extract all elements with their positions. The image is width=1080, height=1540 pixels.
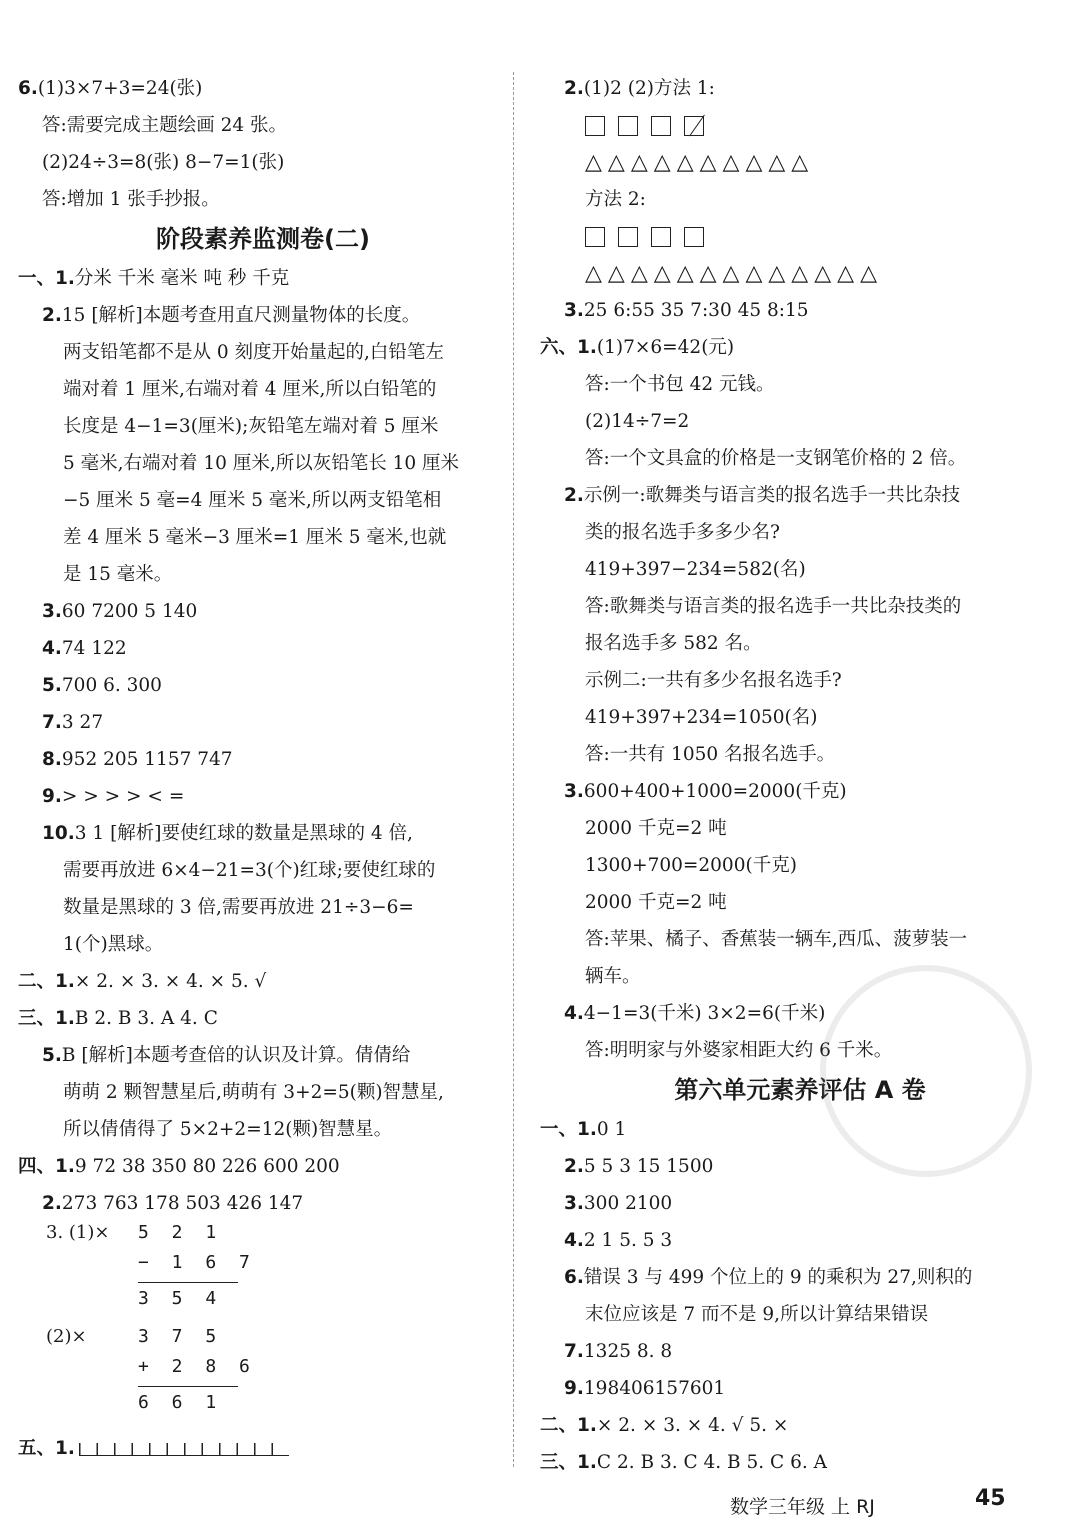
answer-text: 273 763 178 503 426 147 <box>61 1193 304 1214</box>
answer-line <box>18 1148 508 1185</box>
calc-label: (2)× <box>46 1326 87 1347</box>
answer-text: (1)3×7+3=24(张) <box>37 78 203 99</box>
answer-line <box>540 477 1060 514</box>
answer-text: 3 1 [解析]要使红球的数量是黑球的 4 倍, <box>74 823 413 844</box>
question-number: 3. <box>564 300 584 321</box>
question-number: 三、1. <box>540 1452 597 1473</box>
question-number: 四、1. <box>18 1156 75 1177</box>
answer-text: 末位应该是 7 而不是 9,所以计算结果错误 <box>585 1304 929 1325</box>
answer-text: 需要再放进 6×4−21=3(个)红球;要使红球的 <box>63 860 436 881</box>
triangle-shape: △ <box>699 150 717 175</box>
answer-text: (1)7×6=42(元) <box>596 337 735 358</box>
answer-text: (2)14÷7=2 <box>585 411 690 432</box>
answer-line <box>18 181 508 218</box>
triangle-shape: △ <box>607 261 625 286</box>
calc-row: + 2 8 6 <box>138 1356 256 1377</box>
question-number: 9. <box>564 1378 584 1399</box>
answer-text: 两支铅笔都不是从 0 刻度开始量起的,白铅笔左 <box>63 342 444 363</box>
answer-line <box>18 889 508 926</box>
answer-line <box>540 1407 1060 1444</box>
triangle-shape: △ <box>585 150 602 175</box>
square-shape <box>651 227 671 247</box>
question-number: 二、1. <box>540 1415 597 1436</box>
question-number: 8. <box>42 749 62 770</box>
answer-line <box>18 1000 508 1037</box>
answer-line <box>540 366 1060 403</box>
square-row <box>540 218 1060 255</box>
question-number: 2. <box>564 78 584 99</box>
calc-row: 3 7 5 <box>138 1326 223 1347</box>
question-number: 7. <box>42 712 62 733</box>
triangle-shape: △ <box>676 261 694 286</box>
answer-line <box>18 519 508 556</box>
question-number: 一、1. <box>18 268 75 289</box>
answer-line <box>18 926 508 963</box>
square-shape <box>651 116 671 136</box>
question-number: 六、1. <box>540 337 597 358</box>
answer-text: 所以倩倩得了 5×2+2=12(颗)智慧星。 <box>63 1119 393 1140</box>
triangle-shape: △ <box>699 261 717 286</box>
answer-line <box>18 741 508 778</box>
question-number: 二、1. <box>18 971 75 992</box>
answer-text: 600+400+1000=2000(千克) <box>583 781 847 802</box>
answer-line <box>18 1185 508 1222</box>
answer-text: 198406157601 <box>583 1378 726 1399</box>
answer-line <box>18 297 508 334</box>
answer-line <box>540 1444 1060 1481</box>
ruler-drawing <box>79 1443 289 1456</box>
answer-line <box>540 810 1060 847</box>
answer-text: 5 毫米,右端对着 10 厘米,所以灰铅笔长 10 厘米 <box>63 453 460 474</box>
answer-text: 2000 千克=2 吨 <box>585 892 727 913</box>
answer-line <box>540 70 1060 107</box>
triangle-shape: △ <box>791 150 809 175</box>
answer-line <box>18 445 508 482</box>
answer-line <box>540 884 1060 921</box>
question-number: 4. <box>42 638 62 659</box>
question-number: 3. <box>564 1193 584 1214</box>
answer-text: 25 6:55 35 7:30 45 8:15 <box>583 300 809 321</box>
vertical-calculation <box>18 1326 508 1430</box>
answer-text: 答:歌舞类与语言类的报名选手一共比杂技类的 <box>585 596 962 617</box>
calc-row: 5 2 1 <box>138 1222 223 1243</box>
answer-text: 1(个)黑球。 <box>63 934 164 955</box>
square-shape <box>618 116 638 136</box>
answer-text: 700 6. 300 <box>61 675 162 696</box>
square-shape <box>585 227 605 247</box>
answer-line <box>540 588 1060 625</box>
triangle-shape: △ <box>745 150 763 175</box>
triangle-shape: △ <box>768 150 786 175</box>
answer-text: 4−1=3(千米) 3×2=6(千米) <box>583 1003 826 1024</box>
triangle-shape: △ <box>837 261 855 286</box>
question-number: 5. <box>42 675 62 696</box>
answer-text: 1300+700=2000(千克) <box>585 855 797 876</box>
calc-underline <box>138 1282 238 1283</box>
answer-line <box>18 630 508 667</box>
triangle-shape: △ <box>630 150 648 175</box>
answer-line <box>540 847 1060 884</box>
answer-text: 2000 千克=2 吨 <box>585 818 727 839</box>
question-number: 2. <box>42 305 62 326</box>
answer-line <box>540 1333 1060 1370</box>
question-number: 9. <box>42 786 62 807</box>
answer-text: 300 2100 <box>583 1193 673 1214</box>
question-number: 2. <box>42 1193 62 1214</box>
answer-text: 答:一个文具盒的价格是一支钢笔价格的 2 倍。 <box>585 448 967 469</box>
answer-text: 答:苹果、橘子、香蕉装一辆车,西瓜、菠萝装一 <box>585 929 968 950</box>
answer-line <box>18 556 508 593</box>
answer-text: 15 [解析]本题考查用直尺测量物体的长度。 <box>61 305 421 326</box>
answer-text: 0 1 <box>596 1119 627 1140</box>
square-row <box>540 107 1060 144</box>
answer-text: 差 4 厘米 5 毫米−3 厘米=1 厘米 5 毫米,也就 <box>63 527 447 548</box>
answer-text: (2)24÷3=8(张) 8−7=1(张) <box>42 152 285 173</box>
right-column <box>540 70 1060 1481</box>
triangle-shape: △ <box>653 261 671 286</box>
answer-line <box>540 773 1060 810</box>
answer-text: 报名选手多 582 名。 <box>585 633 762 654</box>
answer-text: −5 厘米 5 毫=4 厘米 5 毫米,所以两支铅笔相 <box>63 490 442 511</box>
calc-row: − 1 6 7 <box>138 1252 256 1273</box>
triangle-shape: △ <box>860 261 877 286</box>
answer-text: 示例一:歌舞类与语言类的报名选手一共比杂技 <box>583 485 961 506</box>
triangle-shape: △ <box>676 150 694 175</box>
answer-text: 419+397−234=582(名) <box>585 559 806 580</box>
question-number: 三、1. <box>18 1008 75 1029</box>
answer-text: 答:一共有 1050 名报名选手。 <box>585 744 836 765</box>
answer-line <box>540 1259 1060 1296</box>
answer-line <box>18 1074 508 1111</box>
answer-line <box>540 329 1060 366</box>
question-number: 4. <box>564 1230 584 1251</box>
answer-text: 答:明明家与外婆家相距大约 6 千米。 <box>585 1040 893 1061</box>
answer-text: 1325 8. 8 <box>583 1341 673 1362</box>
calc-row: 6 6 1 <box>138 1392 223 1413</box>
answer-line <box>18 852 508 889</box>
answer-line <box>18 334 508 371</box>
left-column <box>18 70 508 1467</box>
triangle-row <box>540 255 1060 292</box>
answer-line <box>540 1185 1060 1222</box>
answer-line <box>540 736 1060 773</box>
answer-line <box>18 593 508 630</box>
triangle-shape: △ <box>791 261 809 286</box>
calc-label: 3. (1)× <box>46 1222 110 1243</box>
question-number: 7. <box>564 1341 584 1362</box>
answer-line <box>18 107 508 144</box>
answer-line <box>18 963 508 1000</box>
answer-text: > > > > < = <box>61 786 185 807</box>
answer-text: 5 5 3 15 1500 <box>583 1156 714 1177</box>
triangle-shape: △ <box>814 261 832 286</box>
calc-row: 3 5 4 <box>138 1288 223 1309</box>
triangle-shape: △ <box>630 261 648 286</box>
answer-line <box>540 662 1060 699</box>
triangle-shape: △ <box>722 150 740 175</box>
question-number: 4. <box>564 1003 584 1024</box>
square-shape <box>684 116 704 136</box>
answer-line <box>540 440 1060 477</box>
column-divider <box>513 72 514 1467</box>
answer-text: 9 72 38 350 80 226 600 200 <box>74 1156 340 1177</box>
question-number: 3. <box>564 781 584 802</box>
answer-line <box>18 408 508 445</box>
answer-text: B 2. B 3. A 4. C <box>74 1008 218 1029</box>
watermark-seal <box>820 965 1032 1177</box>
answer-line <box>18 260 508 297</box>
answer-line <box>18 1111 508 1148</box>
answer-text: 阶段素养监测卷(二) <box>156 225 370 253</box>
question-number: 6. <box>564 1267 584 1288</box>
answer-text: 60 7200 5 140 <box>61 601 198 622</box>
answer-text: (1)2 (2)方法 1: <box>583 78 715 99</box>
answer-text: 3 27 <box>61 712 104 733</box>
square-shape <box>684 227 704 247</box>
triangle-shape: △ <box>768 261 786 286</box>
square-shape <box>585 116 605 136</box>
question-number: 2. <box>564 485 584 506</box>
answer-line <box>540 1222 1060 1259</box>
vertical-calculation <box>18 1222 508 1326</box>
ruler-answer <box>18 1430 508 1467</box>
answer-line <box>540 514 1060 551</box>
answer-text: 类的报名选手多多少名? <box>585 522 780 543</box>
answer-text: 952 205 1157 747 <box>61 749 233 770</box>
answer-line <box>540 403 1060 440</box>
footer-subject: 数学三年级 上 RJ <box>730 1496 875 1518</box>
answer-line <box>18 70 508 107</box>
answer-text: 分米 千米 毫米 吨 秒 千克 <box>74 268 290 289</box>
method-label: 方法 2: <box>585 189 646 210</box>
answer-text: 419+397+234=1050(名) <box>585 707 818 728</box>
answer-line <box>540 1370 1060 1407</box>
answer-line <box>540 921 1060 958</box>
answer-text: 端对着 1 厘米,右端对着 4 厘米,所以白铅笔的 <box>63 379 437 400</box>
question-number: 一、1. <box>540 1119 597 1140</box>
answer-line <box>18 704 508 741</box>
answer-text: 错误 3 与 499 个位上的 9 的乘积为 27,则积的 <box>583 1267 973 1288</box>
answer-text: 长度是 4−1=3(厘米);灰铅笔左端对着 5 厘米 <box>63 416 439 437</box>
answer-text: 数量是黑球的 3 倍,需要再放进 21÷3−6= <box>63 897 414 918</box>
question-number: 2. <box>564 1156 584 1177</box>
answer-text: 答:一个书包 42 元钱。 <box>585 374 775 395</box>
page-number: 45 <box>975 1486 1006 1511</box>
answer-line <box>18 1037 508 1074</box>
triangle-row <box>540 144 1060 181</box>
answer-line <box>18 778 508 815</box>
answer-line <box>18 144 508 181</box>
question-number: 6. <box>18 78 38 99</box>
triangle-shape: △ <box>722 261 740 286</box>
answer-text: 答:需要完成主题绘画 24 张。 <box>42 115 288 136</box>
answer-text: 2 1 5. 5 3 <box>583 1230 673 1251</box>
calc-underline <box>138 1386 238 1387</box>
answer-text: 辆车。 <box>585 966 641 987</box>
question-number: 3. <box>42 601 62 622</box>
answer-text: 第六单元素养评估 A 卷 <box>674 1076 926 1104</box>
answer-line <box>18 667 508 704</box>
answer-line <box>18 371 508 408</box>
question-number: 10. <box>42 823 75 844</box>
answer-line <box>540 551 1060 588</box>
answer-text: C 2. B 3. C 4. B 5. C 6. A <box>596 1452 827 1473</box>
answer-line <box>540 625 1060 662</box>
answer-text: 示例二:一共有多少名报名选手? <box>585 670 842 691</box>
answer-line <box>540 292 1060 329</box>
answer-line <box>18 815 508 852</box>
answer-line <box>540 699 1060 736</box>
answer-line <box>540 1296 1060 1333</box>
answer-text: 萌萌 2 颗智慧星后,萌萌有 3+2=5(颗)智慧星, <box>63 1082 444 1103</box>
question-number: 五、1. <box>18 1438 75 1459</box>
answer-text: B [解析]本题考查倍的认识及计算。倩倩给 <box>61 1045 411 1066</box>
section-title <box>18 218 508 260</box>
question-number: 5. <box>42 1045 62 1066</box>
answer-line <box>18 482 508 519</box>
triangle-shape: △ <box>607 150 625 175</box>
triangle-shape: △ <box>745 261 763 286</box>
square-shape <box>618 227 638 247</box>
answer-text: 是 15 毫米。 <box>63 564 173 585</box>
triangle-shape: △ <box>653 150 671 175</box>
answer-text: 答:增加 1 张手抄报。 <box>42 189 220 210</box>
triangle-shape: △ <box>585 261 602 286</box>
answer-text: × 2. × 3. × 4. √ 5. × <box>596 1415 789 1436</box>
answer-text: 74 122 <box>61 638 127 659</box>
answer-text: × 2. × 3. × 4. × 5. √ <box>74 971 267 992</box>
